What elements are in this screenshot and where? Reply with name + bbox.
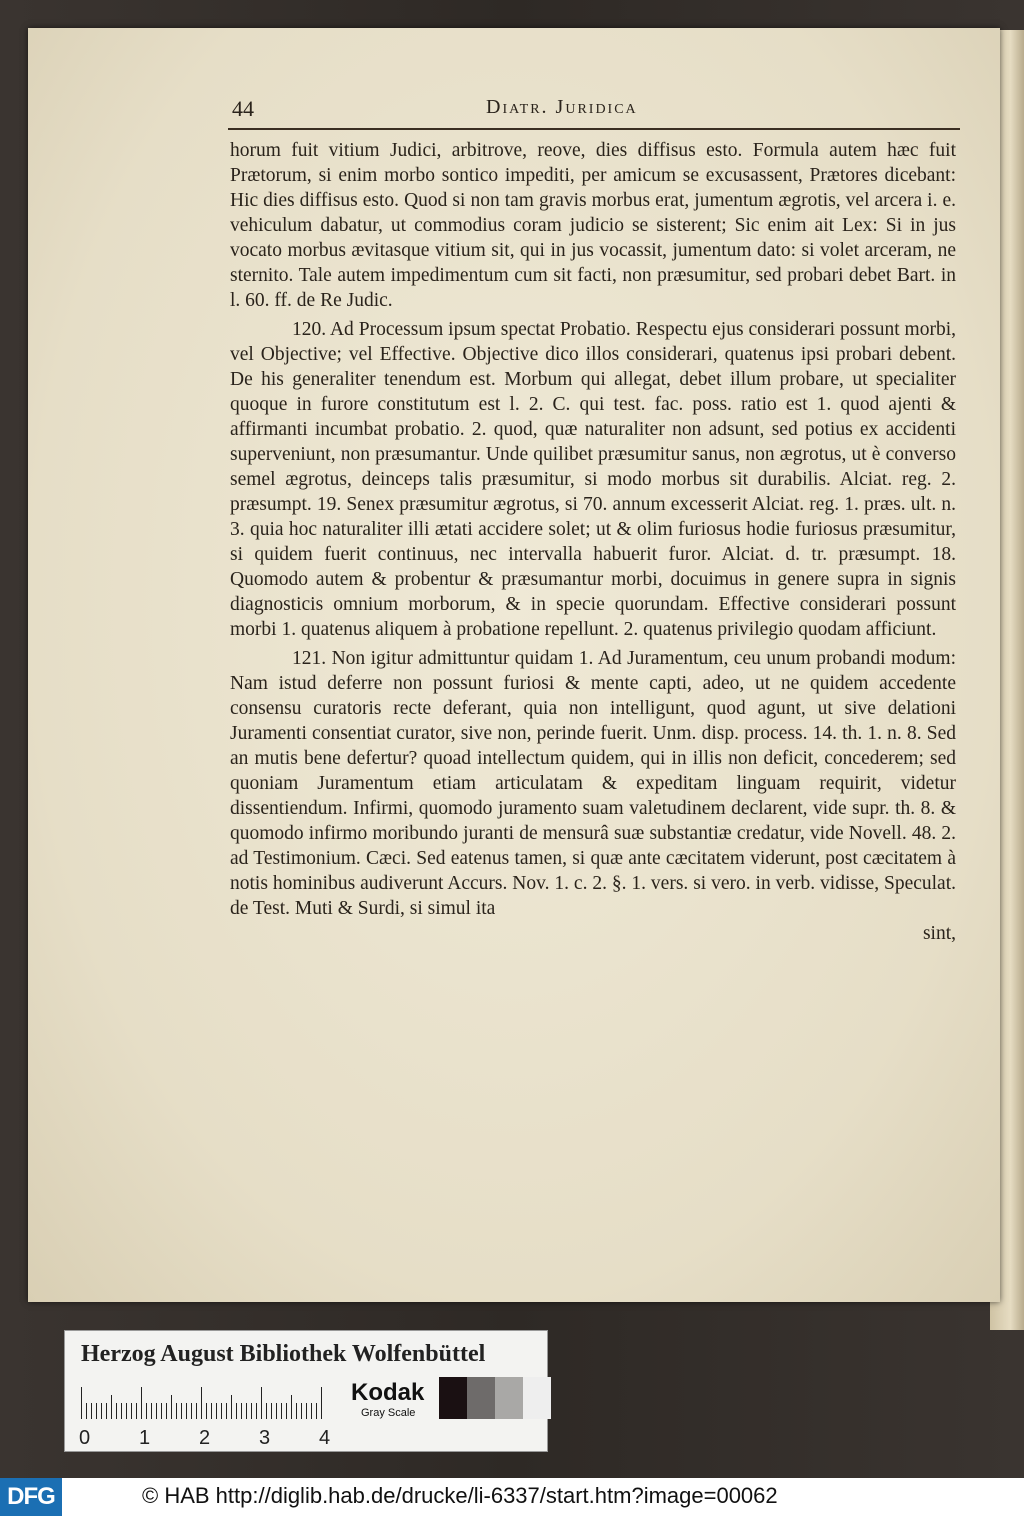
ruler-tick [276, 1403, 277, 1419]
ruler-tick [146, 1403, 147, 1419]
ruler-tick [221, 1403, 222, 1419]
centimeter-ruler [81, 1387, 341, 1419]
ruler-tick [321, 1387, 322, 1419]
ruler-tick [116, 1403, 117, 1419]
ruler-tick [86, 1403, 87, 1419]
ruler-tick [281, 1403, 282, 1419]
ruler-tick [186, 1403, 187, 1419]
ruler-number: 2 [199, 1427, 211, 1449]
ruler-tick [96, 1403, 97, 1419]
running-head [232, 94, 960, 128]
ruler-tick [106, 1403, 107, 1419]
ruler-tick [131, 1403, 132, 1419]
ruler-number: 1 [139, 1427, 151, 1449]
footer-bar [0, 1478, 1024, 1516]
gray-swatch [467, 1377, 495, 1419]
ruler-tick [291, 1395, 292, 1419]
ruler-tick [206, 1403, 207, 1419]
paragraph-119-continued: horum fuit vitium Judici, arbitrove, reove, dies diffisus esto. Formula autem hæc fuit Prætorum, si enim morbo sontico impediti, per amicum se excusassent, Prætores dicebant: Hic dies diffisus esto. Quod si non tam gravis morbus erat, jumentum ægrotis, vel arcera i. e. vehiculum dabatur, ut commodius coram judicio se sisterent; Sic enim ait Lex: Si in jus vocato morbus ævitasque vitium sit, qui in jus vocassit, jumentum dato: si volet arceram, ne sternito. Tale autem impedimentum cum sit facti, non præsumitur, sed probari debet Bart. in l. 60. ff. de Re Judic. [230, 140, 956, 311]
head-rule [228, 128, 960, 130]
library-name: Herzog August Bibliothek Wolfenbüttel [81, 1341, 486, 1367]
ruler-tick [216, 1403, 217, 1419]
ruler-tick [311, 1403, 312, 1419]
gray-swatch [523, 1377, 551, 1419]
page-number: 44 [232, 96, 254, 121]
ruler-tick [121, 1403, 122, 1419]
ruler-tick [126, 1403, 127, 1419]
ruler-tick [161, 1403, 162, 1419]
ruler-number: 0 [79, 1427, 91, 1449]
ruler-tick [176, 1403, 177, 1419]
ruler-tick [246, 1403, 247, 1419]
ruler-tick [166, 1403, 167, 1419]
ruler-tick [306, 1403, 307, 1419]
paragraph-120: 120. Ad Processum ipsum spectat Probatio. Respectu ejus considerari possunt morbi, vel Objective; vel Effective. Objective dico illos considerari, quatenus ipsi probari debent. De his generaliter tenendum est. Morbum qui allegat, debet illum probare, ut specialiter quoque in furore constitutum est l. 2. C. qui test. fac. poss. ratio est 1. quod ajenti & affirmanti incumbat probatio. 2. quod, quæ naturaliter non adsunt, sed potius ex accidenti superveniunt, non præsumantur. Unde quilibet præsumitur sanus, non ægrotus, ut è converso semel ægrotus, deinceps talis præsumitur, si modo morbus sit durabilis. Alciat. reg. 2. præsumpt. 19. Senex præsumitur ægrotus, si 70. annum excesserit Alciat. reg. 1. præs. ult. n. 3. quia hoc naturaliter illi ætati accidere solet; ut & olim furiosus hodie furiosus præsumitur, si quidem fuerit continuus, nec intervalla habuerit furor. Alciat. d. tr. præsumpt. 18. Quomodo autem & probentur & præsumantur morbi, docuimus in genere supra in signis diagnosticis omnium morborum, & in specie quorundam. Effective considerari possunt morbi 1. quatenus aliquem à probatione repellunt. 2. quatenus privilegio quodam afficiunt. [230, 319, 956, 640]
ruler-tick [226, 1403, 227, 1419]
page-text [230, 138, 956, 946]
gray-scale-caption: Gray Scale [361, 1407, 416, 1419]
kodak-logo: Kodak [351, 1379, 425, 1406]
ruler-tick [171, 1395, 172, 1419]
ruler-tick [231, 1395, 232, 1419]
ruler-tick [261, 1387, 262, 1419]
ruler-tick [236, 1403, 237, 1419]
ruler-tick [151, 1403, 152, 1419]
scale-plate [64, 1330, 548, 1452]
ruler-tick [241, 1403, 242, 1419]
ruler-tick [296, 1403, 297, 1419]
ruler-tick [201, 1387, 202, 1419]
ruler-tick [196, 1403, 197, 1419]
ruler-number: 4 [319, 1427, 331, 1449]
running-title: Diatr. Juridica [486, 96, 638, 118]
ruler-tick [91, 1403, 92, 1419]
gray-swatch [439, 1377, 467, 1419]
ruler-tick [266, 1403, 267, 1419]
ruler-number: 3 [259, 1427, 271, 1449]
ruler-tick [301, 1403, 302, 1419]
dfg-logo: DFG [0, 1478, 62, 1516]
ruler-tick [101, 1403, 102, 1419]
ruler-tick [111, 1395, 112, 1419]
ruler-tick [286, 1403, 287, 1419]
ruler-tick [191, 1403, 192, 1419]
ruler-tick [251, 1403, 252, 1419]
ruler-tick [181, 1403, 182, 1419]
ruler-tick [136, 1403, 137, 1419]
catchword: sint, [922, 923, 956, 944]
ruler-tick [141, 1387, 142, 1419]
ruler-tick [271, 1403, 272, 1419]
gray-swatch [495, 1377, 523, 1419]
ruler-tick [81, 1387, 82, 1419]
ruler-tick [211, 1403, 212, 1419]
citation-text[interactable]: © HAB http://diglib.hab.de/drucke/li-6337/start.htm?image=00062 [142, 1483, 778, 1508]
ruler-tick [316, 1403, 317, 1419]
ruler-tick [156, 1403, 157, 1419]
paragraph-121: 121. Non igitur admittuntur quidam 1. Ad Juramentum, ceu unum probandi modum: Nam istud deferre non possunt furiosi & mente capti, adeo, ut ne quidem accedente consensu curatoris recte deferant, quia non intelligunt, quod agunt, ut sive delationi Juramenti consentiat curator, sive non, perinde fuerit. Unm. disp. process. 14. th. 1. n. 8. Sed an mutis bene defertur? quoad intellectum quidem, qui in illis non deficit, concederem; sed quoniam Juramentum etiam articulatam & expeditam linguam requirit, videtur dissentiendum. Infirmi, quomodo juramento suam valetudinem declarent, vide supr. th. 8. & quomodo infirmo moribundo juranti de mensurâ suæ substantiæ credatur, vide Novell. 48. 2. ad Testimonium. Cæci. Sed eatenus tamen, si quæ ante cæcitatem viderunt, post cæcitatem à notis hominibus audiverunt Accurs. Nov. 1. c. 2. §. 1. vers. si vero. in verb. vidisse, Speculat. de Test. Muti & Surdi, si simul ita [230, 648, 956, 919]
ruler-tick [256, 1403, 257, 1419]
